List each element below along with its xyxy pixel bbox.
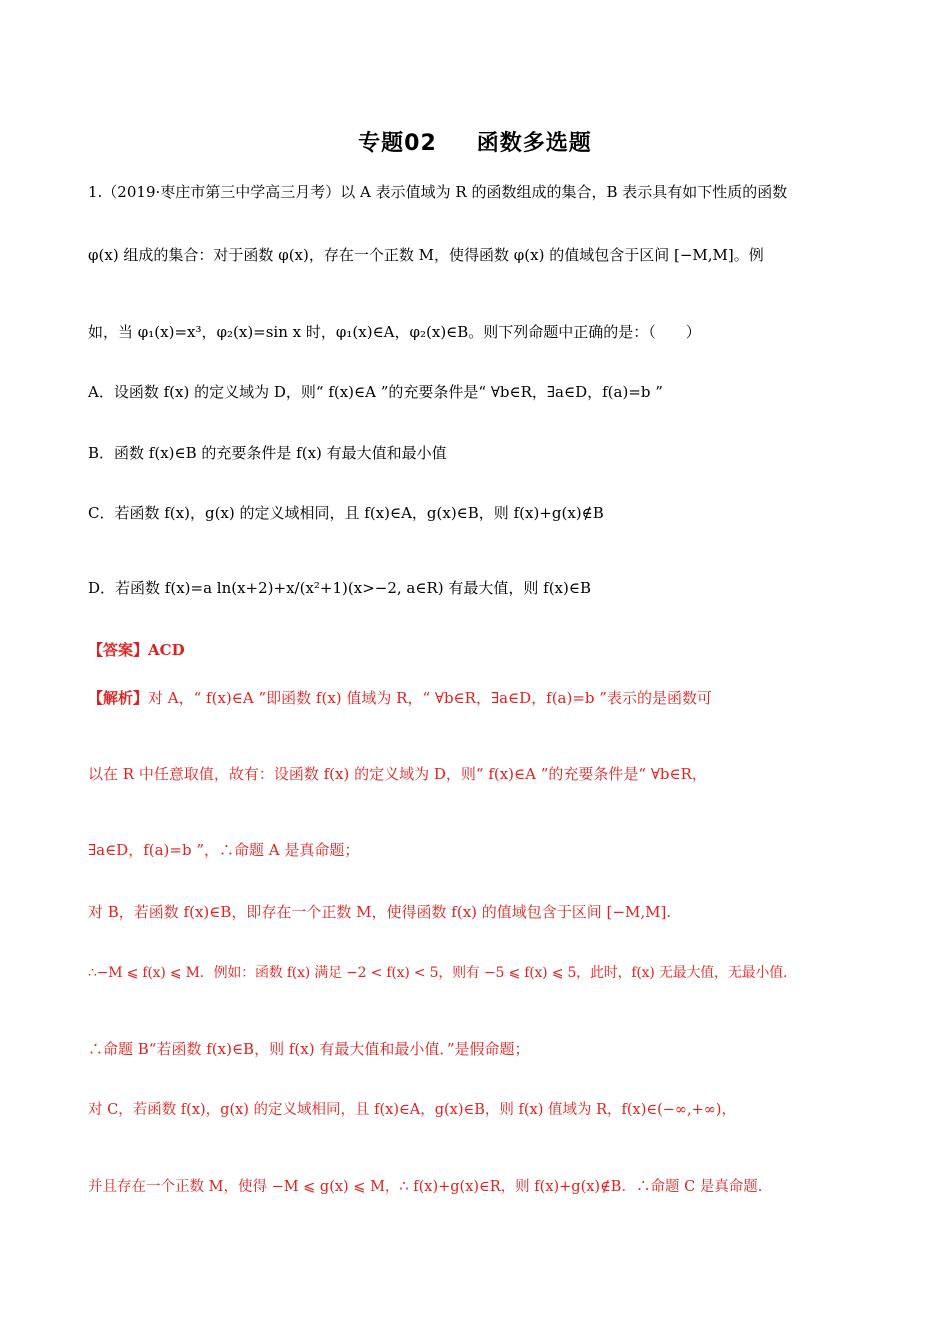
answer — [88, 640, 868, 660]
option-b: B．函数 f(x)∈B 的充要条件是 f(x) 有最大值和最小值 — [88, 444, 447, 462]
analysis-label: 【解析】 — [88, 689, 149, 707]
page-title — [0, 126, 950, 157]
option-d: D．若函数 f(x)=a ln(x+2)+x/(x²+1)(x>−2, a∈R) 有最大值，则 f(x)∈B — [88, 579, 591, 597]
option-c: C．若函数 f(x)，g(x) 的定义域相同，且 f(x)∈A，g(x)∈B，则 f(x)+g(x)∉B — [88, 504, 604, 522]
analysis-line-8: 并且存在一个正数 M，使得 −M ⩽ g(x) ⩽ M，∴ f(x)+g(x)∈R，则 f(x)+g(x)∉B．∴命题 C 是真命题. — [88, 1179, 763, 1195]
title-part-2: 函数多选题 — [476, 131, 592, 156]
analysis-line-7: 对 C，若函数 f(x)，g(x) 的定义域相同，且 f(x)∈A，g(x)∈B，则 f(x) 值域为 R，f(x)∈(−∞,+∞)， — [88, 1102, 736, 1118]
analysis-line-3: ∃a∈D，f(a)=b ”，∴命题 A 是真命题； — [88, 841, 360, 859]
question-line-2: φ(x) 组成的集合：对于函数 φ(x)，存在一个正数 M，使得函数 φ(x) 的值域包含于区间 [−M,M]。例 — [88, 246, 764, 264]
answer-value: ACD — [148, 641, 185, 659]
title-part-1: 专题02 — [358, 131, 437, 156]
answer-label: 【答案】 — [88, 641, 149, 659]
option-a: A．设函数 f(x) 的定义域为 D，则“ f(x)∈A ”的充要条件是“ ∀b∈R，∃a∈D，f(a)=b ” — [88, 383, 663, 401]
analysis-line-4: 对 B，若函数 f(x)∈B，即存在一个正数 M，使得函数 f(x) 的值域包含于区间 [−M,M]. — [88, 903, 672, 921]
analysis-line-1 — [88, 688, 868, 708]
analysis-line-5: ∴−M ⩽ f(x) ⩽ M．例如：函数 f(x) 满足 −2 < f(x) < 5，则有 −5 ⩽ f(x) ⩽ 5，此时，f(x) 无最大值，无最小值. — [88, 965, 788, 981]
analysis-line-2: 以在 R 中任意取值，故有：设函数 f(x) 的定义域为 D，则“ f(x)∈A ”的充要条件是“ ∀b∈R， — [88, 765, 707, 783]
analysis-line-6: ∴命题 B“若函数 f(x)∈B，则 f(x) 有最大值和最小值．”是假命题； — [88, 1040, 530, 1058]
analysis-text-1: 对 A，“ f(x)∈A ”即函数 f(x) 值域为 R，“ ∀b∈R，∃a∈D，f(a)=b ”表示的是函数可 — [148, 689, 712, 707]
question-line-1: 1.（2019·枣庄市第三中学高三月考）以 A 表示值域为 R 的函数组成的集合，B 表示具有如下性质的函数 — [88, 183, 788, 201]
question-line-3: 如，当 φ₁(x)=x³，φ₂(x)=sin x 时，φ₁(x)∈A，φ₂(x)∈B。则下列命题中正确的是：（ ） — [88, 323, 701, 341]
